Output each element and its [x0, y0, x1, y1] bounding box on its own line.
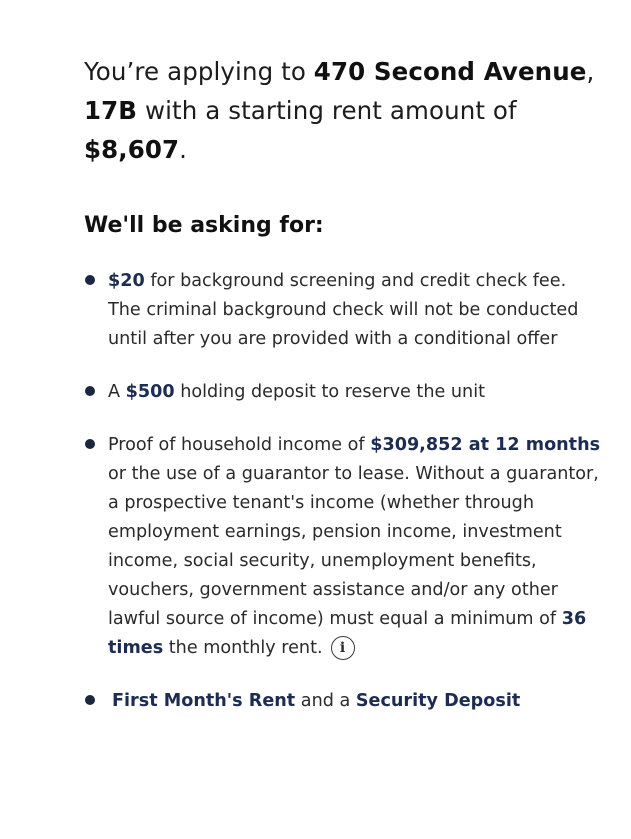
income-mid: or the use of a guarantor to lease. Without a guarantor, a prospective tenant's income (whether through employment earnings, pension income, investment income, social security, unemployment benefits, vouchers, government assistance and/or any other lawful source of income) must equal a minimum of [108, 464, 599, 629]
list-item-holding-deposit [84, 378, 604, 407]
first-month-rent: First Month's Rent [112, 691, 296, 711]
intro-unit: 17B [84, 96, 138, 125]
income-post: the monthly rent. [163, 638, 323, 658]
list-item-screening-fee [84, 267, 604, 354]
application-summary [84, 52, 604, 740]
intro-address: 470 Second Avenue [313, 57, 587, 86]
bullet-icon [85, 275, 95, 285]
income-pre: Proof of household income of [108, 435, 371, 455]
intro-middle: with a starting rent amount of [137, 96, 517, 125]
requirements-heading: We'll be asking for: [84, 213, 324, 238]
holding-deposit-pre: A [108, 382, 126, 402]
list-item-move-in-costs [84, 687, 604, 716]
bullet-icon [85, 386, 95, 396]
screening-fee-amount: $20 [108, 271, 145, 291]
info-icon[interactable]: i [331, 636, 355, 660]
intro-rent: $8,607 [84, 135, 180, 164]
screening-fee-text: for background screening and credit check fee. The criminal background check will not be conducted until after you are provided with a conditional offer [108, 271, 579, 349]
bullet-icon [85, 439, 95, 449]
bullet-icon [85, 695, 95, 705]
intro-comma: , [586, 57, 595, 86]
income-amount: $309,852 at 12 months [370, 435, 601, 455]
holding-deposit-text: holding deposit to reserve the unit [174, 382, 485, 402]
intro-suffix: . [179, 135, 188, 164]
intro-prefix: You’re applying to [84, 57, 314, 86]
holding-deposit-amount: $500 [125, 382, 175, 402]
requirements-list [84, 267, 604, 716]
intro-text [84, 52, 604, 169]
security-deposit: Security Deposit [355, 691, 521, 711]
move-in-and: and a [295, 691, 356, 711]
list-item-income-requirement [84, 431, 604, 663]
income-multiple: 36 times [108, 609, 587, 658]
